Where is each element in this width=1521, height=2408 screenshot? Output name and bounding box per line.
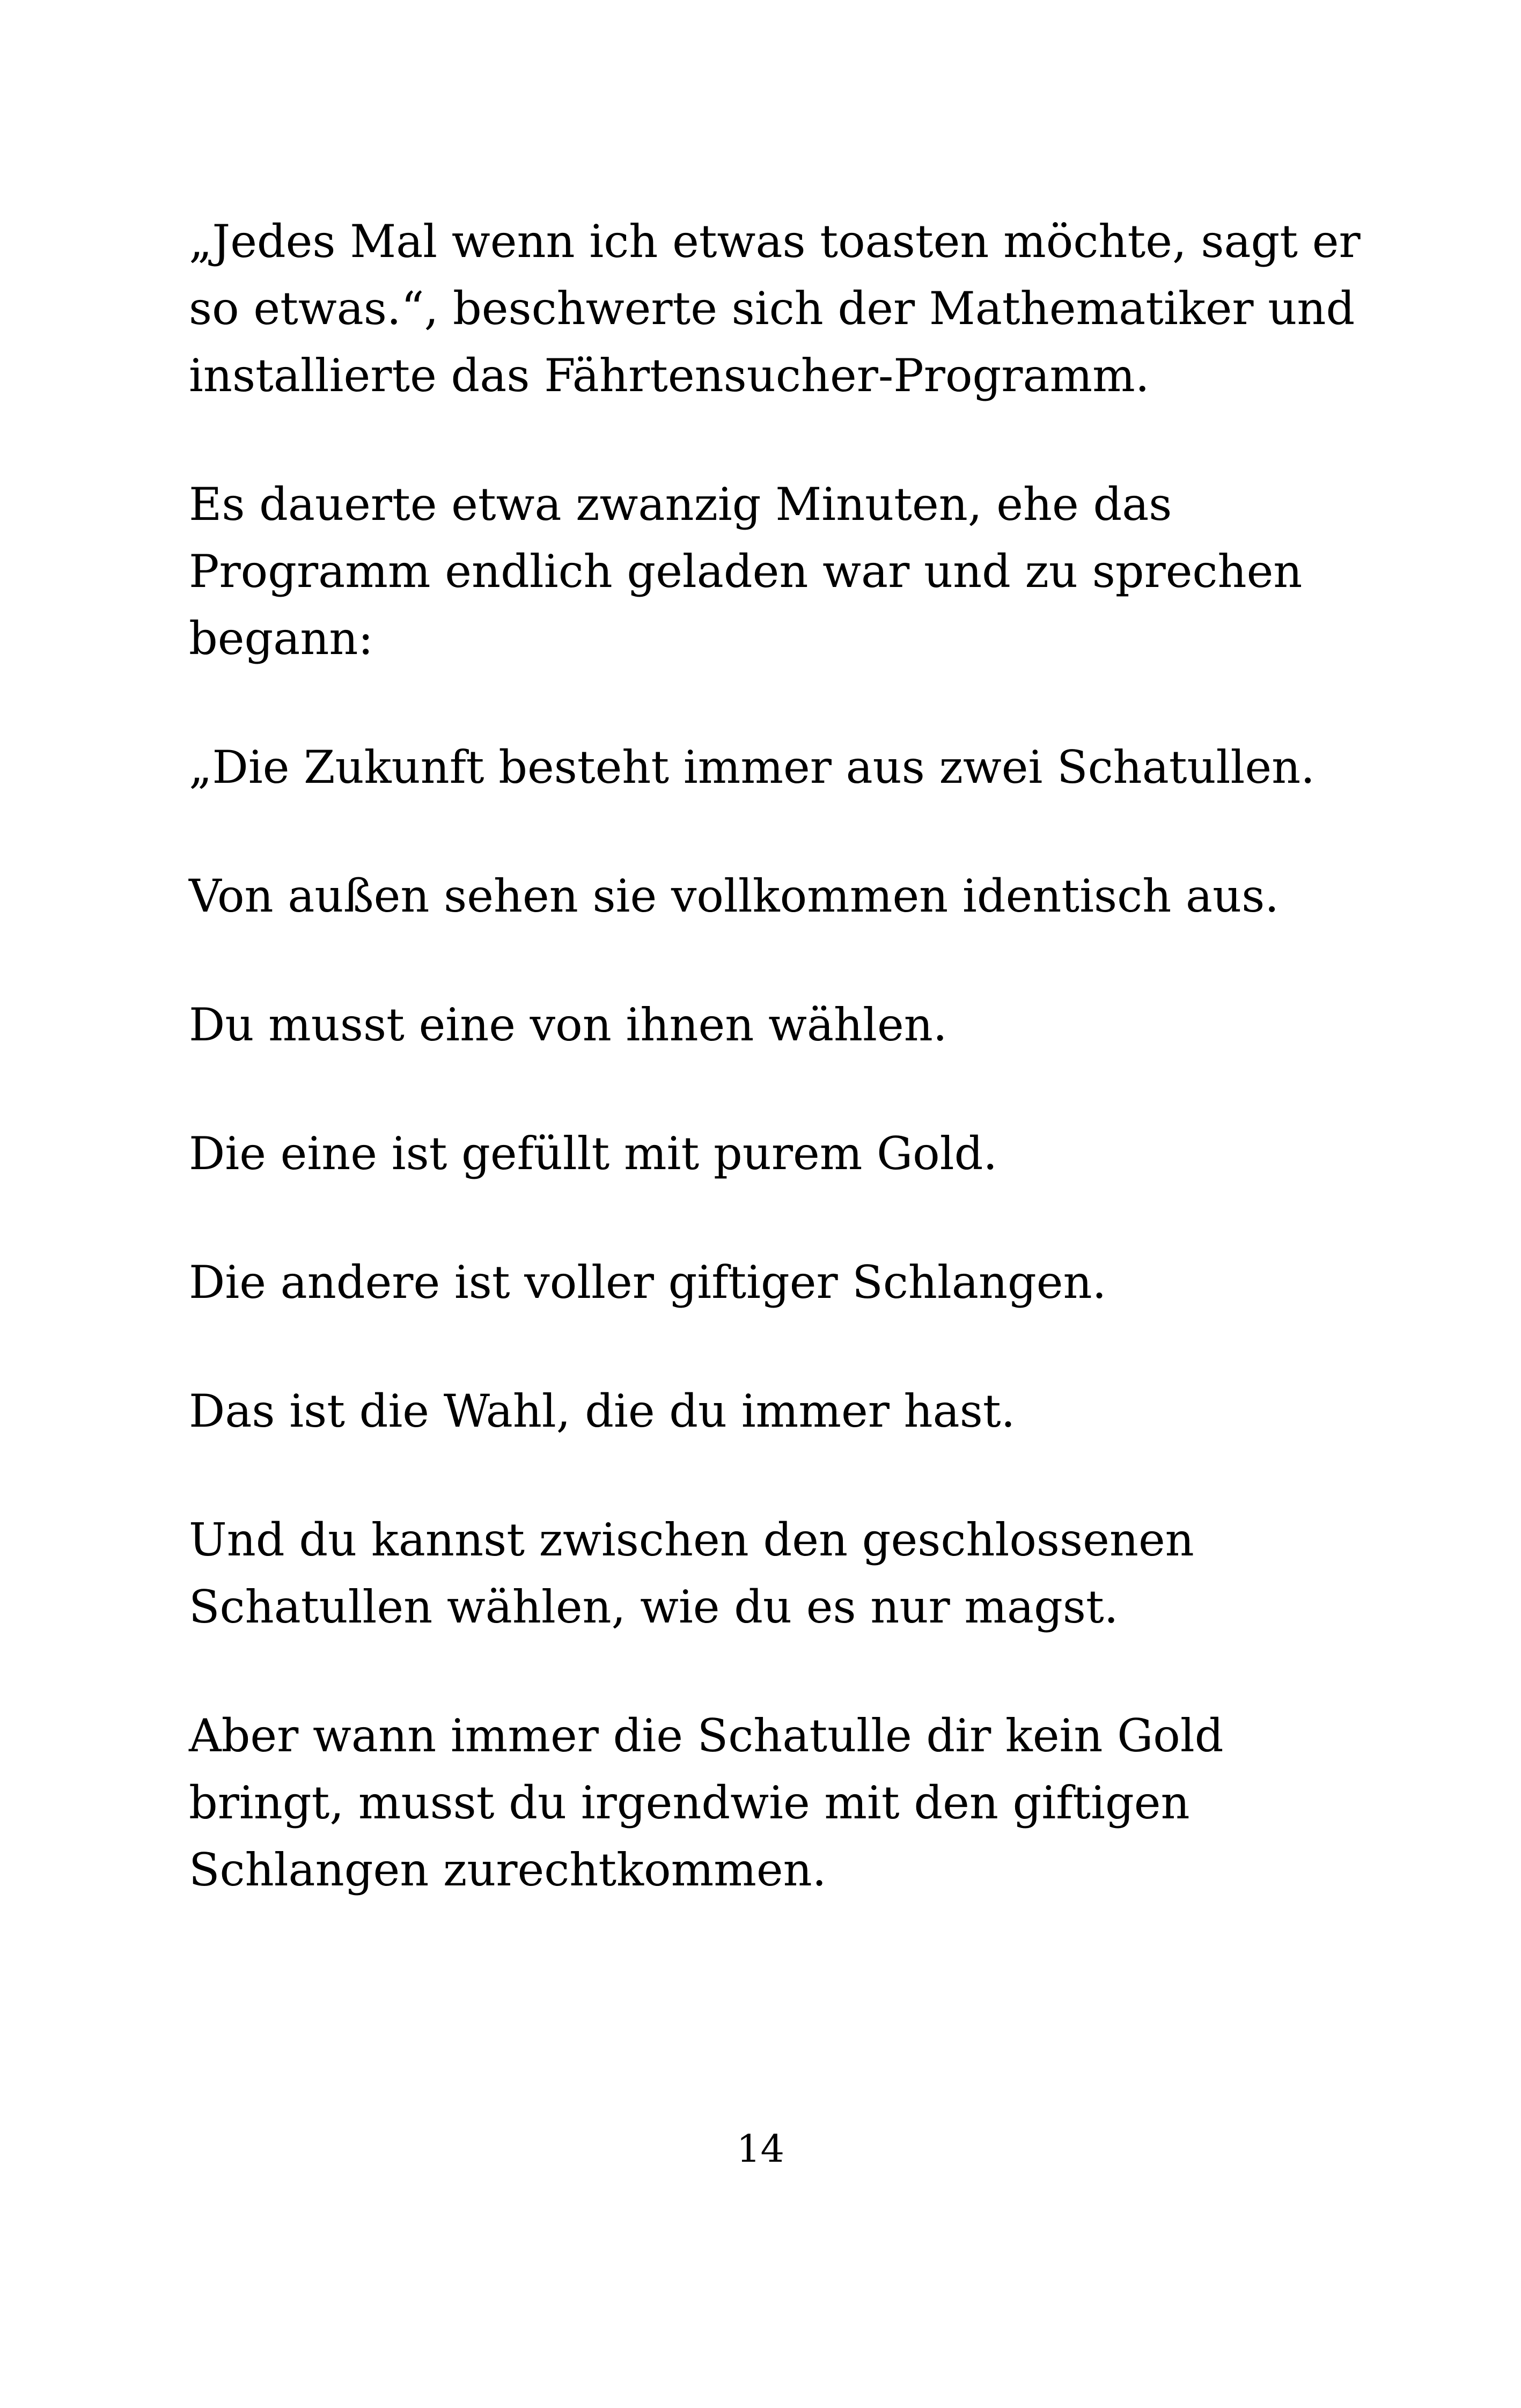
paragraph [189, 863, 1337, 930]
page-number: 14 [736, 2127, 785, 2171]
text-line: Die andere ist voller giftiger Schlangen. [189, 1256, 1107, 1309]
text-line: „Jedes Mal wenn ich etwas toasten möchte, sagt er [189, 215, 1361, 268]
paragraph [189, 1702, 1337, 1904]
text-line: Die eine ist gefüllt mit purem Gold. [189, 1127, 998, 1180]
paragraph [189, 471, 1337, 672]
text-line: Von außen sehen sie vollkommen identisch aus. [189, 870, 1279, 922]
paragraph [189, 208, 1361, 409]
text-line: Du musst eine von ihnen wählen. [189, 999, 947, 1051]
text-line: begann: [189, 612, 373, 665]
paragraph [189, 1249, 1337, 1316]
text-line: Aber wann immer die Schatulle dir kein Gold [189, 1709, 1224, 1762]
text-line: Schlangen zurechtkommen. [189, 1844, 827, 1896]
text-line: Das ist die Wahl, die du immer hast. [189, 1385, 1016, 1437]
paragraph [189, 992, 1337, 1059]
body-text [189, 208, 1361, 1965]
paragraph [189, 1120, 1337, 1187]
paragraph [189, 1507, 1337, 1641]
text-line: so etwas.“, beschwerte sich der Mathematiker und [189, 282, 1355, 335]
text-line: bringt, musst du irgendwie mit den giftigen [189, 1776, 1190, 1829]
text-line: Es dauerte etwa zwanzig Minuten, ehe das [189, 478, 1172, 531]
text-line: Schatullen wählen, wie du es nur magst. [189, 1581, 1119, 1633]
paragraph [189, 1378, 1337, 1445]
text-line: Programm endlich geladen war und zu sprechen [189, 545, 1303, 598]
paragraph [189, 734, 1337, 801]
text-line: installierte das Fährtensucher-Programm. [189, 349, 1150, 402]
text-line: Und du kannst zwischen den geschlossenen [189, 1514, 1194, 1566]
text-line: „Die Zukunft besteht immer aus zwei Schatullen. [189, 741, 1315, 794]
